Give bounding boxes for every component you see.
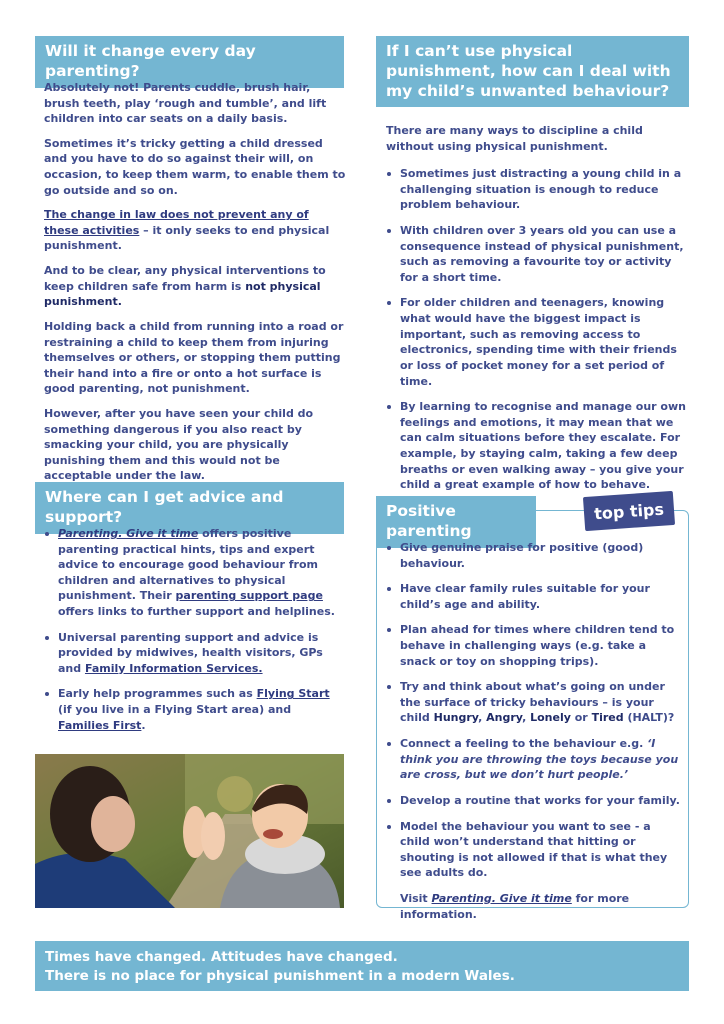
list-item-text: Connect a feeling to the behaviour e.g. bbox=[400, 737, 648, 751]
section-title-positive-parenting: Positive parenting bbox=[376, 496, 536, 548]
list-item bbox=[386, 736, 684, 783]
list-item-text: . bbox=[141, 718, 146, 732]
section-title-discipline: If I can’t use physical punishment, how can I deal with my child’s unwanted behaviour? bbox=[376, 36, 689, 107]
parenting-give-it-time-link[interactable]: Parenting. Give it time bbox=[431, 891, 572, 905]
paragraph bbox=[44, 207, 346, 254]
halt-word: Angry bbox=[486, 711, 523, 725]
list-item bbox=[44, 686, 340, 733]
list-item-text: Universal parenting support and advice is provided by midwives, health visitors, GPs and bbox=[58, 630, 323, 675]
list-item: Have clear family rules suitable for your child’s age and ability. bbox=[386, 581, 684, 612]
flying-start-link[interactable]: Flying Start bbox=[256, 687, 330, 701]
footer-line: Times have changed. Attitudes have changed. bbox=[45, 949, 398, 965]
paragraph-text: Visit bbox=[400, 891, 432, 905]
family-information-services-link[interactable]: Family Information Services. bbox=[84, 661, 263, 675]
list-item: Develop a routine that works for your family. bbox=[386, 793, 684, 809]
list-item-text: offers positive parenting practical hints, tips and expert advice to encourage good behaviour from children and alternatives to physical punishment. Their bbox=[58, 527, 318, 603]
footer-line: There is no place for physical punishment in a modern Wales. bbox=[45, 968, 515, 985]
footer-banner bbox=[35, 941, 689, 991]
section-title-advice-support: Where can I get advice and support? bbox=[35, 482, 344, 534]
list-item-text: Early help programmes such as bbox=[58, 687, 257, 701]
paragraph-text: And to be clear, any physical interventions to keep children safe from harm is bbox=[44, 264, 326, 293]
advice-support-list bbox=[44, 526, 340, 743]
emphasis-text: not physical punishment. bbox=[44, 279, 321, 309]
positive-parenting-list bbox=[386, 540, 684, 931]
list-item-text: offers links to further support and helplines. bbox=[58, 605, 335, 619]
list-item-text: or bbox=[570, 711, 592, 725]
top-tips-badge: top tips bbox=[583, 491, 675, 531]
list-item-text: (HALT)? bbox=[623, 711, 675, 725]
halt-word: Lonely bbox=[530, 711, 571, 725]
section-title-everyday-parenting: Will it change every day parenting? bbox=[35, 36, 344, 88]
paragraph: Absolutely not! Parents cuddle, brush hair, brush teeth, play ‘rough and tumble’, and lift children into car seats on a daily basis. bbox=[44, 81, 327, 126]
parent-child-photo bbox=[35, 754, 344, 908]
list-item: For older children and teenagers, knowing what would have the biggest impact is important, such as removing access to electronics, spending time with their friends or loss of pocket money for a set period of time. bbox=[386, 295, 690, 389]
list-item: Sometimes just distracting a young child in a challenging situation is enough to reduce problem behaviour. bbox=[386, 166, 690, 213]
paragraph-text: – it only seeks to end physical punishment. bbox=[44, 223, 330, 253]
list-item: Give genuine praise for positive (good) behaviour. bbox=[386, 540, 684, 571]
parenting-support-page-link[interactable]: parenting support page bbox=[175, 589, 323, 603]
list-item: By learning to recognise and manage our own feelings and emotions, it may mean that we can calm situations before they escalate. For example, by staying calm, taking a few deep breaths or even walking away – you give your child a great example of how to behave. bbox=[386, 399, 690, 493]
list-item: Plan ahead for times where children tend to behave in challenging ways (e.g. take a snack or toy on shopping trips). bbox=[386, 622, 684, 669]
paragraph-text: for more information. bbox=[400, 891, 630, 921]
list-item bbox=[44, 630, 340, 677]
parenting-give-it-time-link[interactable]: Parenting. Give it time bbox=[58, 527, 199, 540]
paragraph: Sometimes it’s tricky getting a child dressed and you have to do so against their will, on occasion, to keep them warm, to enable them to go outside and so on. bbox=[44, 136, 346, 197]
list-item-text: (if you live in a Flying Start area) and bbox=[58, 703, 292, 717]
list-item: With children over 3 years old you can use a consequence instead of physical punishment, such as removing a favourite toy or activity for a short time. bbox=[386, 223, 690, 285]
paragraph: Holding back a child from running into a road or restraining a child to keep them from injuring themselves or others, or stopping them putting their hand into a fire or onto a hot surface is good parenting, not punishment. bbox=[44, 319, 344, 396]
paragraph: However, after you have seen your child do something dangerous if you also react by smacking your child, you are physically punishing them and this would not be acceptable under the law. bbox=[44, 406, 314, 483]
list-item-text: Try and think about what’s going on under the surface of tricky behaviours – is your child bbox=[400, 680, 665, 725]
list-item: Try and think about what’s going on under the surface of tricky behaviours – is your child Hungry, Angry, Lonely or Tired (HALT)? bbox=[386, 679, 684, 726]
list-item bbox=[44, 526, 340, 620]
law-change-link[interactable]: The change in law does not prevent any of these activities bbox=[44, 208, 309, 237]
paragraph bbox=[44, 263, 346, 310]
list-item: Model the behaviour you want to see - a child won’t understand that hitting or shouting is not allowed if that is what they see adults do. bbox=[386, 819, 684, 881]
discipline-text bbox=[386, 123, 690, 503]
everyday-parenting-text bbox=[44, 80, 346, 493]
families-first-link[interactable]: Families First bbox=[58, 718, 142, 732]
visit-paragraph bbox=[386, 891, 684, 922]
halt-word: Hungry bbox=[433, 711, 479, 725]
example-quote: ‘I think you are throwing the toys because you are cross, but we don’t hurt people.’ bbox=[400, 737, 679, 782]
intro-paragraph: There are many ways to discipline a child without using physical punishment. bbox=[386, 124, 643, 153]
halt-word: Tired bbox=[591, 711, 624, 725]
